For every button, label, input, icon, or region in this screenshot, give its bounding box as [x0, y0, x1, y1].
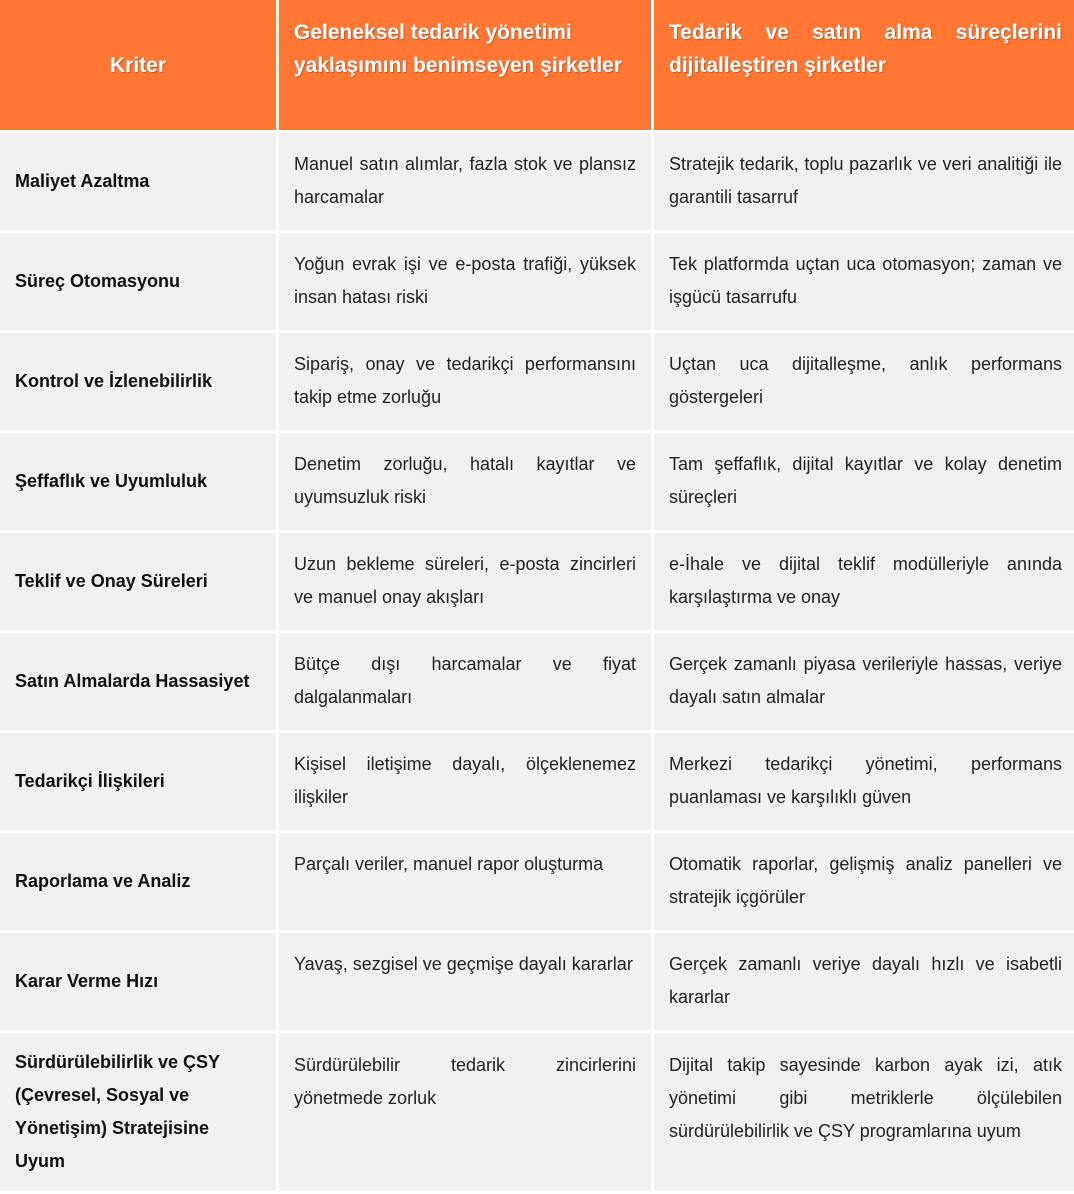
criterion-cell: Süreç Otomasyonu: [0, 233, 276, 330]
criterion-cell: Kontrol ve İzlenebilirlik: [0, 333, 276, 430]
table-row: [0, 933, 1074, 1030]
digital-cell: Gerçek zamanlı veriye dayalı hızlı ve isabetli kararlar: [654, 933, 1074, 1030]
criterion-cell: Şeffaflık ve Uyumluluk: [0, 433, 276, 530]
traditional-cell: Bütçe dışı harcamalar ve fiyat dalgalanmaları: [279, 633, 651, 730]
header-criterion: Kriter: [0, 0, 276, 130]
digital-cell: e-İhale ve dijital teklif modülleriyle anında karşılaştırma ve onay: [654, 533, 1074, 630]
digital-cell: Tek platformda uçtan uca otomasyon; zaman ve işgücü tasarrufu: [654, 233, 1074, 330]
digital-cell: Dijital takip sayesinde karbon ayak izi, atık yönetimi gibi metriklerle ölçülebilen sürdürülebilirlik ve ÇSY programlarına uyum: [654, 1033, 1074, 1191]
header-traditional: Geleneksel tedarik yönetimi yaklaşımını benimseyen şirketler: [279, 0, 651, 130]
table-row: [0, 733, 1074, 830]
traditional-cell: Sipariş, onay ve tedarikçi performansını takip etme zorluğu: [279, 333, 651, 430]
digital-cell: Otomatik raporlar, gelişmiş analiz panelleri ve stratejik içgörüler: [654, 833, 1074, 930]
criterion-cell: Maliyet Azaltma: [0, 133, 276, 230]
traditional-cell: Parçalı veriler, manuel rapor oluşturma: [279, 833, 651, 930]
digital-cell: Stratejik tedarik, toplu pazarlık ve veri analitiği ile garantili tasarruf: [654, 133, 1074, 230]
criterion-cell: Tedarikçi İlişkileri: [0, 733, 276, 830]
traditional-cell: Sürdürülebilir tedarik zincirlerini yönetmede zorluk: [279, 1033, 651, 1191]
traditional-cell: Yavaş, sezgisel ve geçmişe dayalı kararlar: [279, 933, 651, 1030]
digital-cell: Merkezi tedarikçi yönetimi, performans puanlaması ve karşılıklı güven: [654, 733, 1074, 830]
criterion-cell: Raporlama ve Analiz: [0, 833, 276, 930]
digital-cell: Gerçek zamanlı piyasa verileriyle hassas, veriye dayalı satın almalar: [654, 633, 1074, 730]
table-row: [0, 533, 1074, 630]
table-row: [0, 633, 1074, 730]
criterion-cell: Sürdürülebilirlik ve ÇSY (Çevresel, Sosyal ve Yönetişim) Stratejisine Uyum: [0, 1033, 276, 1191]
header-digital: Tedarik ve satın alma süreçlerini dijitalleştiren şirketler: [654, 0, 1074, 130]
criterion-cell: Satın Almalarda Hassasiyet: [0, 633, 276, 730]
digital-cell: Uçtan uca dijitalleşme, anlık performans göstergeleri: [654, 333, 1074, 430]
criterion-cell: Teklif ve Onay Süreleri: [0, 533, 276, 630]
traditional-cell: Manuel satın alımlar, fazla stok ve plansız harcamalar: [279, 133, 651, 230]
table-row: [0, 1033, 1074, 1191]
table-row: [0, 233, 1074, 330]
traditional-cell: Uzun bekleme süreleri, e-posta zincirleri ve manuel onay akışları: [279, 533, 651, 630]
traditional-cell: Denetim zorluğu, hatalı kayıtlar ve uyumsuzluk riski: [279, 433, 651, 530]
criterion-cell: Karar Verme Hızı: [0, 933, 276, 1030]
table-row: [0, 133, 1074, 230]
table-row: [0, 433, 1074, 530]
traditional-cell: Yoğun evrak işi ve e-posta trafiği, yüksek insan hatası riski: [279, 233, 651, 330]
table-row: [0, 333, 1074, 430]
header-row: [0, 0, 1074, 130]
traditional-cell: Kişisel iletişime dayalı, ölçeklenemez ilişkiler: [279, 733, 651, 830]
table-row: [0, 833, 1074, 930]
digital-cell: Tam şeffaflık, dijital kayıtlar ve kolay denetim süreçleri: [654, 433, 1074, 530]
